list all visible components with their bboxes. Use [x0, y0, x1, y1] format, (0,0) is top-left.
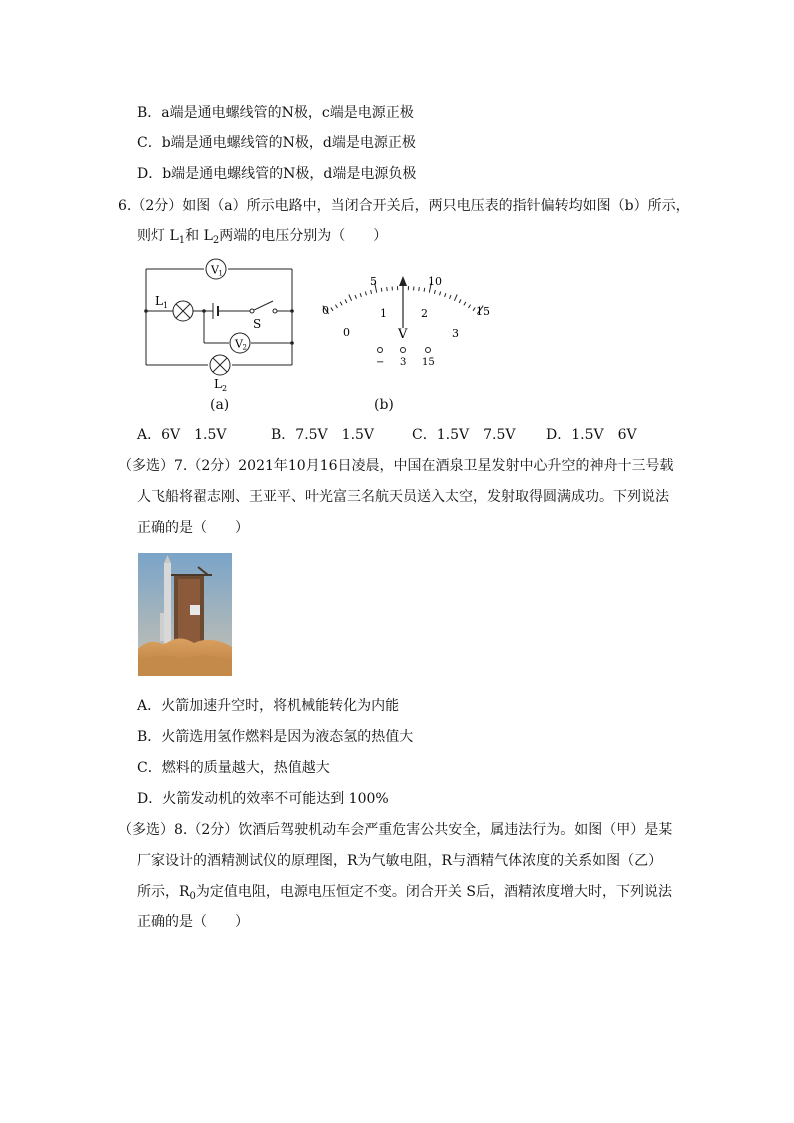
dial-tick: [340, 302, 342, 306]
q5-option-b: B．a端是通电螺线管的N极，c端是电源正极: [137, 105, 414, 121]
svg-text:10: 10: [428, 275, 442, 288]
q7-stem-line3: 正确的是（ ）: [137, 520, 249, 536]
dial-tick: [419, 287, 420, 291]
q6-stem-line2: 则灯 $L_1$和 $L_2$两端的电压分别为（ ）: [137, 228, 388, 246]
q8-stem-line4: 正确的是（ ）: [137, 914, 249, 930]
svg-text:V: V: [235, 337, 243, 351]
q6-stem-line1: 6.（2分）如图（a）所示电路中，当闭合开关后，两只电压表的指针偏转均如图（b）所示，: [118, 198, 690, 214]
svg-text:−: −: [376, 357, 385, 368]
dial-tick: [360, 293, 361, 297]
svg-text:0: 0: [322, 304, 329, 317]
dial-tick: [365, 292, 366, 296]
dial-tick: [349, 294, 352, 300]
q8-stem-line1: （多选）8.（2分）饮酒后驾驶机动车会严重危害公共安全，属违法行为。如图（甲）是某: [118, 822, 673, 838]
dial-tick: [454, 294, 457, 300]
dial-tick: [371, 290, 372, 294]
label-l2: L: [214, 377, 222, 391]
q6-choice-b: B．7.5V 1.5V: [271, 427, 375, 443]
dial-tick: [450, 295, 452, 299]
figure-b-label: (b): [374, 397, 394, 413]
q8-stem-line2: 厂家设计的酒精测试仪的原理图，R为气敏电阻，R与酒精气体浓度的关系如图（乙）: [137, 853, 663, 869]
svg-text:2: 2: [421, 307, 428, 320]
dial-tick: [445, 293, 446, 297]
dial-tick: [355, 295, 357, 299]
unit-label: V: [398, 327, 408, 342]
svg-text:2: 2: [222, 384, 228, 393]
figure-a-label: (a): [210, 397, 230, 413]
label-l1: L: [155, 294, 163, 308]
voltmeter-dial: [318, 268, 496, 374]
q5-option-c: C．b端是通电螺线管的N极，d端是电源正极: [137, 135, 416, 151]
dial-tick: [381, 288, 382, 292]
q7-option-c: C．燃料的质量越大，热值越大: [137, 760, 330, 776]
svg-text:1: 1: [380, 307, 387, 320]
dial-tick: [469, 305, 471, 308]
svg-text:1: 1: [163, 301, 169, 310]
dial-tick: [473, 308, 475, 311]
svg-text:1: 1: [218, 269, 223, 278]
circuit-diagram: [138, 255, 303, 395]
q7-option-a: A．火箭加速升空时，将机械能转化为内能: [137, 698, 400, 714]
q8-stem-line3: 所示，$R_0$为定值电阻，电源电压恒定不变。闭合开关 S后，酒精浓度增大时，下列说法: [137, 884, 672, 902]
q6-choice-c: C．1.5V 7.5V: [412, 427, 516, 443]
svg-text:3: 3: [400, 357, 407, 368]
terminal-icons: [378, 348, 431, 353]
dial-tick: [331, 308, 333, 311]
dial-tick: [345, 299, 347, 303]
svg-text:0: 0: [343, 326, 350, 339]
label-switch: S: [253, 317, 262, 331]
dial-tick: [424, 288, 425, 292]
voltmeter-v1-icon: [206, 259, 226, 279]
svg-text:V: V: [211, 263, 219, 277]
dial-tick: [459, 299, 461, 303]
lamp-l2-icon: [210, 355, 230, 375]
dial-tick: [335, 305, 337, 308]
svg-text:15: 15: [476, 305, 490, 318]
lamp-l1-icon: [173, 301, 193, 321]
needle-icon: [399, 276, 407, 328]
rocket-launch-photo: [138, 553, 232, 676]
voltmeter-v2-icon: [230, 333, 250, 353]
svg-text:3: 3: [452, 327, 459, 340]
dial-tick: [464, 302, 466, 306]
dial-tick: [387, 287, 388, 291]
q6-choice-a: A．6V 1.5V: [137, 427, 227, 443]
q7-stem-line1: （多选）7.（2分）2021年10月16日凌晨，中国在酒泉卫星发射中心升空的神舟十三号载: [118, 458, 674, 474]
q6-choice-d: D．1.5V 6V: [546, 427, 637, 443]
svg-text:5: 5: [370, 275, 377, 288]
svg-text:2: 2: [242, 343, 247, 352]
q7-option-d: D．火箭发动机的效率不可能达到 100%: [137, 791, 389, 807]
svg-text:15: 15: [422, 357, 435, 368]
dial-tick: [434, 290, 435, 294]
q7-option-b: B．火箭选用氢作燃料是因为液态氢的热值大: [137, 729, 414, 745]
q5-option-d: D．b端是通电螺线管的N极，d端是电源负极: [137, 166, 417, 182]
dial-tick: [440, 292, 441, 296]
q7-stem-line2: 人飞船将翟志刚、王亚平、叶光富三名航天员送入太空，发射取得圆满成功。下列说法: [137, 489, 669, 505]
